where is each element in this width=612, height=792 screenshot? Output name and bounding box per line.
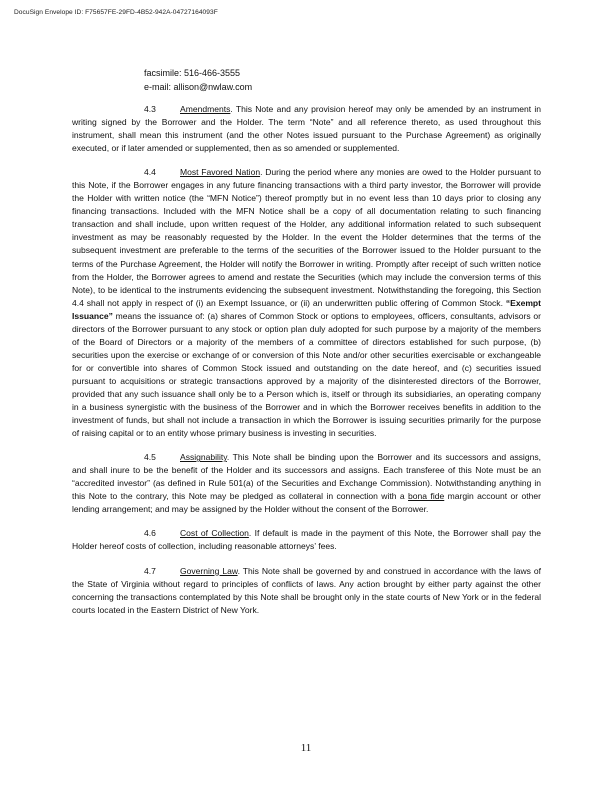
docusign-envelope-id: DocuSign Envelope ID: F75657FE-29FD-4B52-942A-04727164093F	[14, 9, 218, 16]
section-heading: Amendments	[180, 104, 231, 114]
section-4-7	[72, 565, 541, 617]
section-4-3	[72, 103, 541, 155]
section-4-6	[72, 527, 541, 553]
section-number: 4.5	[144, 452, 156, 463]
section-4-4	[72, 166, 541, 440]
section-text-continued: margin account or other lending arrangement; and may be assigned by the Holder without the consent of the Borrower.	[72, 491, 542, 515]
page-number: 11	[300, 742, 312, 754]
section-4-5	[72, 451, 541, 516]
section-text: . This Note shall be binding upon the Borrower and its successors and assigns, and shall inure to be the benefit of the Holder and its successors and assigns. Each transferee of this Note must be an “accredited investor” (as defined in Rule 501(a) of the Securities and Exchange Commission). Notwithstanding anything in this Note to the contrary, this Note may be pledged as collateral in connection with a	[72, 452, 541, 502]
section-number: 4.7	[144, 565, 156, 576]
contact-block	[144, 66, 252, 94]
document-body	[72, 103, 541, 628]
section-number: 4.4	[144, 167, 156, 178]
section-text: . If default is made in the payment of this Note, the Borrower shall pay the Holder hereof costs of collection, including reasonable attorneys’ fees.	[72, 528, 541, 552]
email-line: e-mail: allison@nwlaw.com	[144, 82, 253, 92]
facsimile-line: facsimile: 516-466-3555	[144, 68, 241, 78]
section-heading: Governing Law	[180, 565, 238, 576]
section-text-continued: means the issuance of: (a) shares of Common Stock or options to employees, officers, consultants, advisors or directors of the Borrower pursuant to any stock or option plan duly adopted for such purpose by a majority of the members of the Board of Directors or a majority of the members of a committee of directors established for such purpose, (b) securities upon the exercise or exchange of or conversion of this Note and/or other securities exercisable or exchangeable for or convertible into shares of Common Stock issued and outstanding on the date hereof, and (c) securities issued pursuant to acquisitions or strategic transactions approved by a majority of the disinterested directors of the Borrower, provided that any such issuance shall only be to a Person which is, itself or through its subsidiaries, an operating company in a business synergistic with the business of the Borrower and in which the Borrower receives benefits in addition to the investment of funds, but shall not include a transaction in which the Borrower is issuing securities primarily for the purpose of raising capital or to an entity whose primary business is investing in securities.	[72, 310, 541, 439]
defined-term: “Exempt Issuance”	[72, 297, 541, 321]
section-heading: Cost of Collection	[180, 528, 249, 539]
section-text: . During the period where any monies are owed to the Holder pursuant to this Note, if the Borrower engages in any future financing transactions with a third party investor, the Borrower will provide the Holder with written notice (the “MFN Notice”) thereof promptly but in no event less than 10 days prior to closing any financing transactions. Included with the MFN Notice shall be a copy of all documentation relating to such financing transaction and shall include, upon written request of the Holder, any additional information related to such subsequent investment as may be reasonably requested by the Holder. In the event the Holder determines that the terms of the subsequent investment are preferable to the terms of the securities of the Borrower issued to the Holder pursuant to the terms of the Purchase Agreement, the Holder will notify the Borrower in writing. Promptly after receipt of such written notice from the Holder, the Borrower agrees to amend and restate the Securities (which may include the conversion terms of this Note), to be identical to the instruments evidencing the subsequent investment. Notwithstanding the foregoing, this Section 4.4 shall not apply in respect of (i) an Exempt Issuance, or (ii) an underwritten public offering of Common Stock.	[72, 167, 541, 308]
section-heading: Assignability	[180, 452, 227, 463]
underlined-term: bona fide	[408, 491, 445, 502]
section-heading: Most Favored Nation	[180, 167, 261, 178]
section-number: 4.6	[144, 528, 156, 539]
section-text: . This Note shall be governed by and construed in accordance with the laws of the State of Virginia without regard to principles of conflicts of laws. Any action brought by either party against the other concerning the transactions contemplated by this Note shall be brought only in the state courts of New York or in the federal courts located in the Eastern District of New York.	[72, 565, 541, 615]
section-text: . This Note and any provision hereof may only be amended by an instrument in writing signed by the Borrower and the Holder. The term “Note” and all reference thereto, as used throughout this instrument, shall mean this instrument (and the other Notes issued pursuant to the Purchase Agreement) as originally executed, or if later amended or supplemented, then as so amended or supplemented.	[72, 104, 541, 154]
section-number: 4.3	[144, 104, 156, 114]
